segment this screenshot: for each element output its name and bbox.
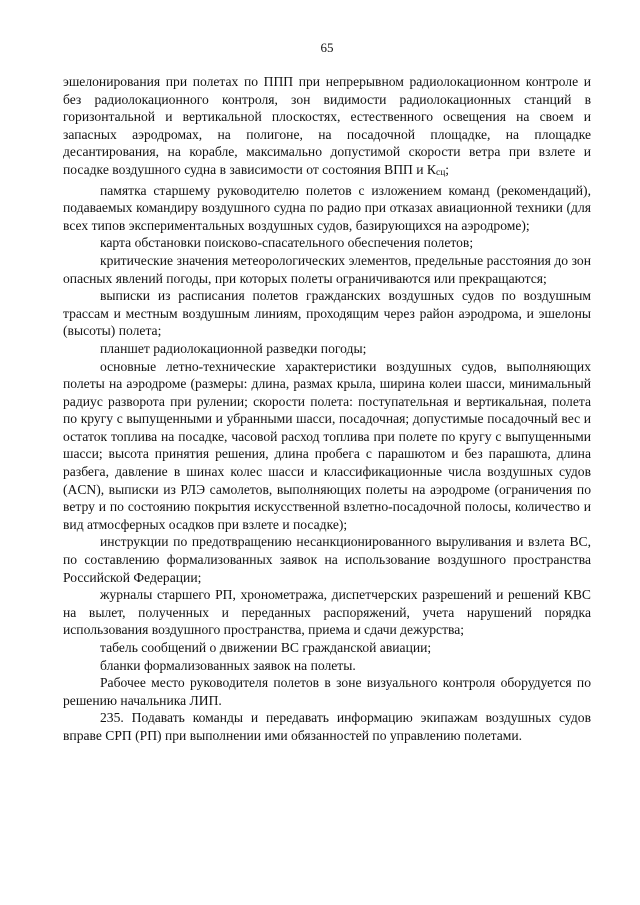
paragraph: выписки из расписания полетов гражданских воздушных судов по воздушным трассам и местным воздушным линиям, проходящим через район аэродрома, и эшелоны (высоты) полета; xyxy=(63,288,591,339)
paragraph: планшет радиолокационной разведки погоды; xyxy=(100,340,367,356)
paragraph: 235. Подавать команды и передавать информацию экипажам воздушных судов вправе СРП (РП) при выполнении ими обязанностей по управлению полетами. xyxy=(63,710,591,743)
body-text xyxy=(63,73,591,745)
paragraph: журналы старшего РП, хронометража, диспетчерских разрешений и решений КВС на вылет, полученных и переданных распоряжений, учета нарушений порядка использования воздушного пространства, приема и сдачи дежурства; xyxy=(63,587,591,638)
page-number: 65 xyxy=(320,40,334,55)
paragraph: бланки формализованных заявок на полеты. xyxy=(100,657,356,673)
paragraph: Рабочее место руководителя полетов в зоне визуального контроля оборудуется по решению начальника ЛИП. xyxy=(63,675,591,708)
paragraph: критические значения метеорологических элементов, предельные расстояния до зон опасных явлений погоды, при которых полеты ограничиваются или прекращаются; xyxy=(63,252,591,286)
paragraph: эшелонирования при полетах по ППП при непрерывном радиолокационном контроле и без радиолокационного контроля, зон видимости радиолокационных станций в горизонтальной и вертикальной плоскостях, естественного освещения на своем и запасных аэродромах, на полигоне, на посадочной площадке, на площадке десантирования, на корабле, максимально допустимой скорости ветра при взлете и посадке воздушного судна в зависимости от состояния ВПП и Ксц; xyxy=(63,74,591,179)
paragraph: карта обстановки поисково-спасательного обеспечения полетов; xyxy=(100,235,474,251)
paragraph: инструкции по предотвращению несанкционированного выруливания и взлета ВС, по составлению формализованных заявок на использование воздушного пространства Российской Федерации; xyxy=(63,534,591,585)
paragraph: табель сообщений о движении ВС гражданской авиации; xyxy=(100,640,432,655)
paragraph: памятка старшему руководителю полетов с изложением команд (рекомендаций), подаваемых командиру воздушного судна по радио при отказах авиационной техники (для всех типов экспериментальных воздушных судов, базирующихся на аэродроме); xyxy=(63,182,591,233)
paragraph: основные летно-технические характеристики воздушных судов, выполняющих полеты на аэродроме (размеры: длина, размах крыла, ширина колеи шасси, минимальный радиус разворота при рулении; скорости полета: поступательная и вертикальная, полета по кругу с выпущенными и убранными шасси, посадочная; допустимые посадочный вес и остаток топлива на посадке, часовой расход топлива при полете по кругу с выпущенными шасси; высота принятия решения, длина пробега с парашютом и без парашюта, длина разбега, давление в шинах колес шасси и классификационные числа воздушных судов (ACN), выписки из РЛЭ самолетов, выполняющих полеты на аэродроме (ограничения по ветру и по состоянию покрытия искусственной взлетно-посадочной полосы, количество и вид атмосферных осадков при взлете и посадке); xyxy=(63,358,591,532)
